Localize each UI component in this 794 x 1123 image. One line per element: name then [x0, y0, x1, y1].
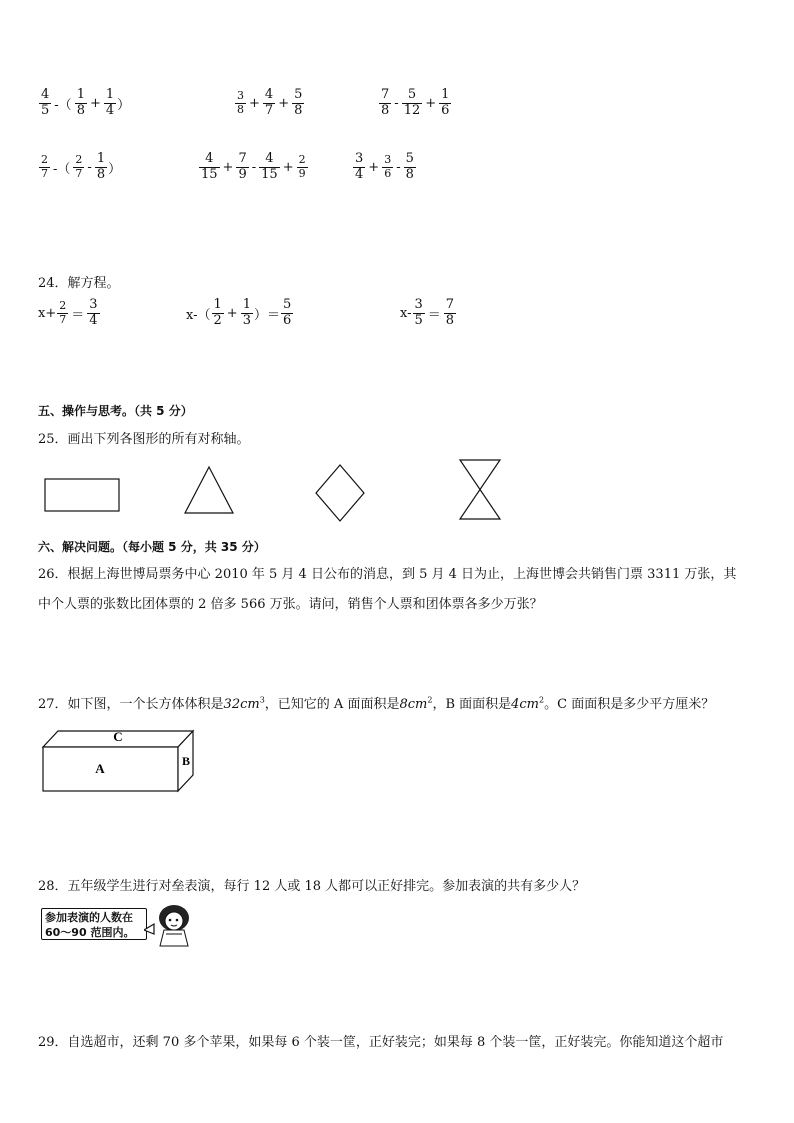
calc-r2-e2: $\frac{4}{15}$ + $\frac{7}{9}$ - $\frac{4}{15}$ + $\frac{2}{9}$: [201, 151, 306, 182]
q24-eq3: x- $\frac{3}{5}$ ＝ $\frac{7}{8}$: [400, 297, 455, 328]
triangle-shape: [185, 467, 233, 513]
q24-eq2: x-（ $\frac{1}{2}$ + $\frac{1}{3}$ ）＝ $\frac{5}{6}$: [186, 297, 292, 328]
q28-text: 28．五年级学生进行对垒表演，每行 12 人或 18 人都可以正好排完。参加表演的共有多少人？: [38, 879, 586, 894]
volume-value: 32cm: [223, 697, 260, 712]
section5-heading: 五、操作与思考。（共 5 分）: [38, 404, 193, 418]
area-b-exp: 2: [539, 695, 545, 705]
q24-title: 24．解方程。: [38, 276, 120, 291]
face-b-label: B: [181, 754, 191, 768]
calc-r1-e3: $\frac{7}{8}$ - $\frac{5}{12}$ + $\frac{1}{6}$: [381, 87, 450, 118]
face-c-label: C: [113, 729, 123, 744]
q27-text: 27．如下图，一个长方体体积是$32cm^3$，已知它的 A 面面积是$8cm^2$，B 面面积是$4cm^2$。C 面面积是多少平方厘米？: [38, 695, 715, 712]
rectangle-shape: [45, 479, 119, 511]
section6-heading: 六、解决问题。（每小题 5 分，共 35 分）: [38, 540, 266, 554]
area-a-value: 8cm: [399, 697, 428, 712]
hourglass-shape: [460, 460, 500, 519]
area-b-value: 4cm: [511, 697, 540, 712]
calc-r2-e3: $\frac{3}{4}$ + $\frac{3}{6}$ - $\frac{5}{8}$: [355, 151, 414, 182]
cuboid-figure: [38, 725, 198, 797]
q29-text: 29．自选超市，还剩 70 多个苹果，如果每 6 个装一筐，正好装完；如果每 8 个装一筐，正好装完。你能知道这个超市: [38, 1035, 724, 1050]
q26-line2: 中个人票的张数比团体票的 2 倍多 566 万张。请问，销售个人票和团体票各多少万张？: [38, 597, 543, 612]
cartoon-girl-image: [144, 900, 196, 948]
q24-eq1: x+ $\frac{2}{7}$ ＝ $\frac{3}{4}$: [38, 297, 98, 328]
q25-text: 25．画出下列各图形的所有对称轴。: [38, 432, 250, 447]
q26-line1: 26．根据上海世博局票务中心 2010 年 5 月 4 日公布的消息，到 5 月 4 日为止，上海世博会共销售门票 3311 万张，其: [38, 567, 737, 582]
rhombus-shape: [316, 465, 364, 521]
calc-r2-e1: $\frac{2}{7}$ -（ $\frac{2}{7}$ - $\frac{1}{8}$ ）: [41, 151, 122, 182]
calc-r1-e1: $\frac{4}{5}$ -（ $\frac{1}{8}$ + $\frac{1}{4}$ ）: [41, 87, 131, 118]
q25-shapes: [0, 455, 794, 525]
face-a-label: A: [95, 761, 105, 776]
calc-r1-e2: $\frac{3}{8}$ + $\frac{4}{7}$ + $\frac{5}{8}$: [237, 87, 303, 118]
speech-bubble: 参加表演的人数在 60～90 范围内。: [41, 908, 147, 940]
